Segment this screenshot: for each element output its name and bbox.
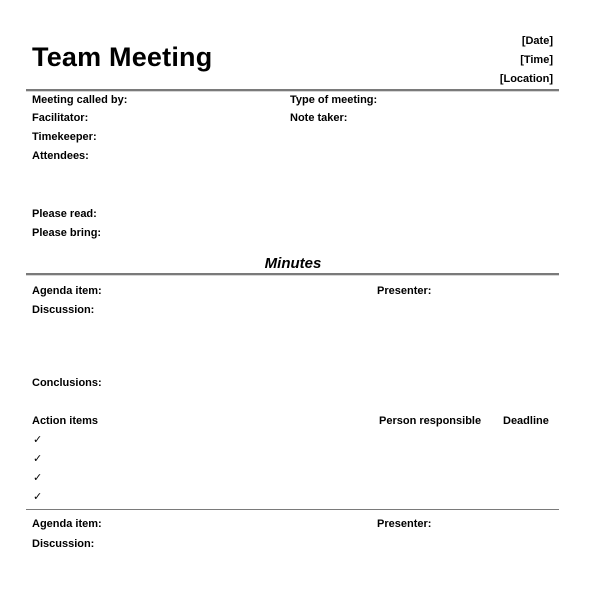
action-items-label: Action items [32,415,99,427]
checkmark-icon: ✓ [33,434,43,446]
location-field[interactable]: [Location] [499,73,553,85]
type-of-meeting-label: Type of meeting: [290,94,378,106]
attendees-label: Attendees: [32,150,89,162]
page-title: Team Meeting [32,42,213,72]
discussion-label: Discussion: [32,538,95,550]
conclusions-label: Conclusions: [32,377,102,389]
please-read-label: Please read: [32,208,97,220]
presenter-label: Presenter: [377,518,432,530]
minutes-divider [26,273,559,276]
date-field[interactable]: [Date] [521,35,553,47]
please-bring-label: Please bring: [32,227,102,239]
checkmark-icon: ✓ [33,472,43,484]
meeting-called-by-label: Meeting called by: [32,94,128,106]
header-divider [26,89,559,92]
note-taker-label: Note taker: [290,112,348,124]
time-field[interactable]: [Time] [520,54,553,66]
presenter-label: Presenter: [377,285,432,297]
deadline-label: Deadline [503,415,549,427]
person-responsible-label: Person responsible [379,415,482,427]
agenda-item-label: Agenda item: [32,518,102,530]
timekeeper-label: Timekeeper: [32,131,97,143]
agenda-item-label: Agenda item: [32,285,102,297]
facilitator-label: Facilitator: [32,112,89,124]
discussion-label: Discussion: [32,304,95,316]
checkmark-icon: ✓ [33,491,43,503]
minutes-heading: Minutes [264,255,322,272]
checkmark-icon: ✓ [33,453,43,465]
section-divider [26,509,559,510]
